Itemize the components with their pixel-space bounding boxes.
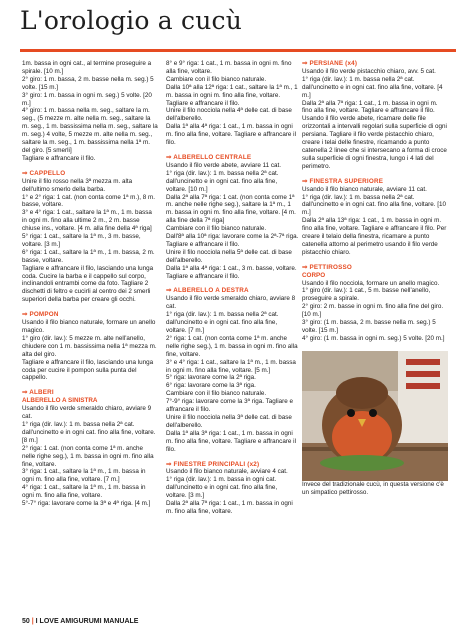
finestre-text: 1° riga (dir. lav.): 1 m. bassa in ogni cat. dall'uncinetto e in ogni cat. fino alla fine, voltare. [3 m.]: [166, 476, 278, 500]
persiane-text: Usando il filo verde abete, ricamare delle file orizzontali a intervalli regolari sulla superficie di ogni persiana. Tagliare il filo verde pistacchio chiaro, creare i telai delle finestre, ricamando a punto catenella 2 linee che si intersecano a forma di croce sulla superficie di ogni finestra, lungo i 4 lati del perimetro.: [302, 115, 447, 170]
cappello-text: 3° e 4° riga: 1 cat., saltare la 1ª m., 1 m. bassa in ogni m. fino alla ultime 2 m., 2 m. basse chiuse ins., voltare. [4 m. alla fine della 4ª riga]: [22, 209, 152, 233]
section-heading-alberello-destra: ⇒ ALBERELLO A DESTRA: [166, 287, 249, 295]
destra-text: 2° riga: 1 cat. (non conta come 1ª m. anche nelle righe seg.), 1 m. bassa in ogni m. fino alla fine, voltare.: [166, 334, 298, 358]
barba-end: Tagliare e affrancare il filo.: [22, 154, 96, 162]
destra-text: Dalla 1ª alla 3ª riga: 1 cat., 1 m. bassa in ogni m. fino alla fine, voltare. Tagliare e affrancare il filo.: [166, 429, 296, 453]
centrale-text: Dalla 1ª alla 4ª riga: 1 cat., 3 m. basse, voltare. Tagliare e affrancare il filo.: [166, 264, 297, 280]
footer-divider: |: [31, 618, 34, 625]
centrale-text: Dall'8ª alla 10ª riga: lavorare come la 2ª-7ª riga. Tagliare e affrancare il filo.: [166, 233, 299, 248]
column-1: [22, 60, 158, 508]
destra-text: 7°-9° riga: lavorare come la 3ª riga. Tagliare e affrancare il filo.: [166, 398, 293, 414]
destra-text: 1° riga (dir. lav.): 1 m. bassa nella 2ª cat. dall'uncinetto e in ogni cat. fino alla fine, voltare. [7 m.]: [166, 311, 279, 334]
corpo-text: 3° giro: (1 m. bassa, 2 m. basse nella m. seg.) 5 volte. [15 m.]: [302, 319, 436, 334]
barba-giro-3: 3° giro: 1 m. bassa in ogni m. seg.) 5 volte. [20 m.]: [22, 91, 152, 107]
robin-photo: [302, 351, 448, 481]
section-heading-persiane: ⇒ PERSIANE (x4): [302, 60, 358, 67]
page-footer: [22, 618, 138, 625]
alberello-text: 8° e 9° riga: 1 cat., 1 m. bassa in ogni m. fino alla fine, voltare.: [166, 60, 292, 75]
centrale-text: Usando il filo verde abete, avviare 11 cat.: [166, 161, 282, 169]
alberello-text: Unire il filo nocciola nella 4ª delle cat. di base dell'alberello.: [166, 107, 292, 123]
corpo-text: 2° giro: 2 m. basse in ogni m. fino alla fine del giro. [10 m.]: [302, 303, 444, 319]
section-heading-pettirosso: ⇒ PETTIROSSO: [302, 263, 353, 271]
alberello-text: 1° riga (dir. lav.): 1 m. bassa nella 2ª cat. dall'uncinetto e in ogni cat. fino alla fine, voltare. [8 m.]: [22, 420, 156, 444]
persiane-text: Dalla 2ª alla 7ª riga: 1 cat., 1 m. bassa in ogni m. fino alla fine, voltare. Tagliare e affrancare il filo.: [302, 99, 438, 115]
cappello-text: 6° riga: 1 cat., saltare la 1ª m., 1 m. bassa, 2 m. basse, voltare.: [22, 248, 155, 264]
robin-illustration: [302, 351, 448, 481]
pompon-text: Usando il filo bianco naturale, formare un anello magico.: [22, 319, 156, 334]
barba-giro-2: 2° giro: 1 m. bassa, 2 m. basse nella m. seg.) 5 volte. [15 m.]: [22, 75, 154, 91]
persiane-text: 1° riga (dir. lav.): 1 m. bassa nella 2ª cat. dall'uncinetto e in ogni cat. fino alla fine, voltare. [4 m.]: [302, 75, 443, 99]
cappello-text: 5° riga: 1 cat., saltare la 1ª m., 3 m. basse, voltare. [3 m.]: [22, 233, 141, 248]
column-2: [166, 60, 299, 516]
corpo-text: 4° giro: (1 m. bassa in ogni m. seg.) 5 volte. [20 m.]: [302, 334, 445, 342]
cappello-text: Unire il filo rosso nella 3ª mezza m. alta dell'ultimo smerlo della barba.: [22, 177, 133, 193]
destra-text: 5° riga: lavorare come la 2ª riga.: [166, 374, 256, 382]
persiane-text: Usando il filo verde pistacchio chiaro, avv. 5 cat.: [302, 67, 436, 75]
page-title: L'orologio a cucù: [20, 6, 243, 35]
section-heading-finestre-principali: ⇒ FINESTRE PRINCIPALI (x2): [166, 460, 260, 468]
superiore-text: Usando il filo bianco naturale, avviare 11 cat.: [302, 185, 427, 193]
section-heading-alberi: ⇒ ALBERI: [22, 389, 54, 397]
barba-intro: 1m. bassa in ogni cat., al termine proseguire a spirale. [10 m.]: [22, 60, 152, 75]
pompon-text: Tagliare e affrancare il filo, lasciando una lunga coda per cucire il pompon sulla punta del cappello.: [22, 358, 154, 382]
alberello-text: 5°-7° riga: lavorare come la 3ª e 4ª riga. [4 m.]: [22, 500, 151, 508]
centrale-text: Cambiare con il filo bianco naturale.: [166, 225, 267, 233]
alberello-text: Cambiare con il filo bianco naturale.: [166, 75, 267, 83]
corpo-text: 1° giro (dir. lav.): 1 cat., 5 m. basse nell'anello, proseguire a spirale.: [302, 287, 431, 303]
destra-text: 3° e 4° riga: 1 cat., saltare la 1ª m., 1 m. bassa in ogni m. fino alla fine, voltare. [5 m.]: [166, 358, 296, 374]
section-heading-pompon: ⇒ POMPON: [22, 311, 59, 319]
magazine-name: I LOVE AMIGURUMI MANUALE: [35, 618, 139, 625]
section-heading-alberello-centrale: ⇒ ALBERELLO CENTRALE: [166, 153, 252, 161]
destra-text: Unire il filo nocciola nella 3ª delle cat. di base dell'alberello.: [166, 413, 292, 429]
cappello-text: Tagliare e affrancare il filo, lasciando una lunga coda. Cucire la barba e il cappello sul corpo, inclinandoli entrambi come da foto. Tagliare 2 dischetti di feltro e cucirli al centro dei 2 smerli superiori della barba per creare gli occhi.: [22, 264, 154, 304]
cappello-text: 1° e 2° riga: 1 cat. (non conta come 1ª m.), 8 m. basse, voltare.: [22, 193, 156, 209]
alberello-text: 4° riga: 1 cat., saltare la 1ª m., 1 m. bassa in ogni m. fino alla fine, voltare.: [22, 484, 146, 500]
centrale-text: Dalla 2ª alla 7ª riga: 1 cat. (non conta come 1ª m. anche nelle righe seg.), saltare la 1ª m., 1 m. bassa in ogni m. fino alla fine, voltare. [4 m. alla fine della 7ª riga]: [166, 193, 296, 225]
column-3: [302, 60, 448, 497]
alberello-text: Dalla 10ª alla 12ª riga: 1 cat., saltare la 1ª m., 1 m. bassa in ogni m. fino alla fine, voltare. Tagliare e affrancare il filo.: [166, 83, 298, 107]
finestre-text: Dalla 2ª alla 7ª riga: 1 cat., 1 m. bassa in ogni m. fino alla fine, voltare.: [166, 500, 293, 515]
superiore-text: 1° riga (dir. lav.): 1 m. bassa nella 2ª cat. dall'uncinetto e in ogni cat. fino alla fine, voltare. [10 m.]: [302, 193, 447, 217]
pompon-text: 1° giro (dir. lav.): 5 mezze m. alte nell'anello, chiudere con 1 m. bassissima nella 1ª mezza m. alta del giro.: [22, 334, 157, 358]
section-heading-cappello: ⇒ CAPPELLO: [22, 169, 66, 177]
photo-caption: Invece del tradizionale cucù, in questa versione c'è un simpatico pettirosso.: [302, 480, 444, 496]
superiore-text: Dalla 2ª alla 13ª riga: 1 cat., 1 m. bassa in ogni m. fino alla fine, voltare. Tagliare e affrancare il filo. Per creare il telaio della finestra, ricamare a punto catenella attorno al perimetro usando il filo verde pistacchio chiaro.: [302, 217, 447, 256]
corpo-text: Usando il filo nocciola, formare un anello magico.: [302, 279, 440, 287]
alberello-text: Dalla 1ª alla 4ª riga: 1 cat., 1 m. bassa in ogni m. fino alla fine, voltare. Tagliare e affrancare il filo.: [166, 123, 296, 147]
finestre-text: Usando il filo bianco naturale, avviare 4 cat.: [166, 468, 288, 476]
destra-text: Cambiare con il filo bianco naturale.: [166, 390, 267, 398]
alberello-text: Usando il filo verde smeraldo chiaro, avviare 9 cat.: [22, 405, 152, 421]
section-heading-finestra-superiore: ⇒ FINESTRA SUPERIORE: [302, 177, 384, 185]
centrale-text: Unire il filo nocciola nella 5ª delle cat. di base dell'alberello.: [166, 248, 292, 264]
page-number: 50: [22, 618, 30, 625]
barba-giro-4: 4° giro: 1 m. bassa nella m. seg., saltare la m. seg., (5 mezze m. alte nella m. seg., saltare la m. seg., 1 m. bassissima nella m. seg., saltare la m. seg.) 4 volte, 5 mezze m. alte nella m. seg., saltare la m. seg., 1 m. bassissima nella 1ª m. del giro. [5 smerli]: [22, 107, 158, 154]
subheading-corpo: CORPO: [302, 271, 326, 279]
destra-text: 6° riga: lavorare come la 3ª riga.: [166, 382, 256, 390]
subheading-alberello-sinistra: ALBERELLO A SINISTRA: [22, 397, 98, 405]
title-rule: [20, 49, 456, 52]
alberello-text: 2° riga: 1 cat. (non conta come 1ª m. anche nelle righe seg.), 1 m. bassa in ogni m. fino alla fine, voltare.: [22, 444, 154, 468]
centrale-text: 1° riga (dir. lav.): 1 m. bassa nella 2ª cat. dall'uncinetto e in ogni cat. fino alla fine, voltare. [10 m.]: [166, 169, 279, 193]
destra-text: Usando il filo verde smeraldo chiaro, avviare 8 cat.: [166, 295, 296, 311]
alberello-text: 3° riga: 1 cat., saltare la 1ª m., 1 m. bassa in ogni m. fino alla fine, voltare. [7 m.]: [22, 468, 146, 484]
